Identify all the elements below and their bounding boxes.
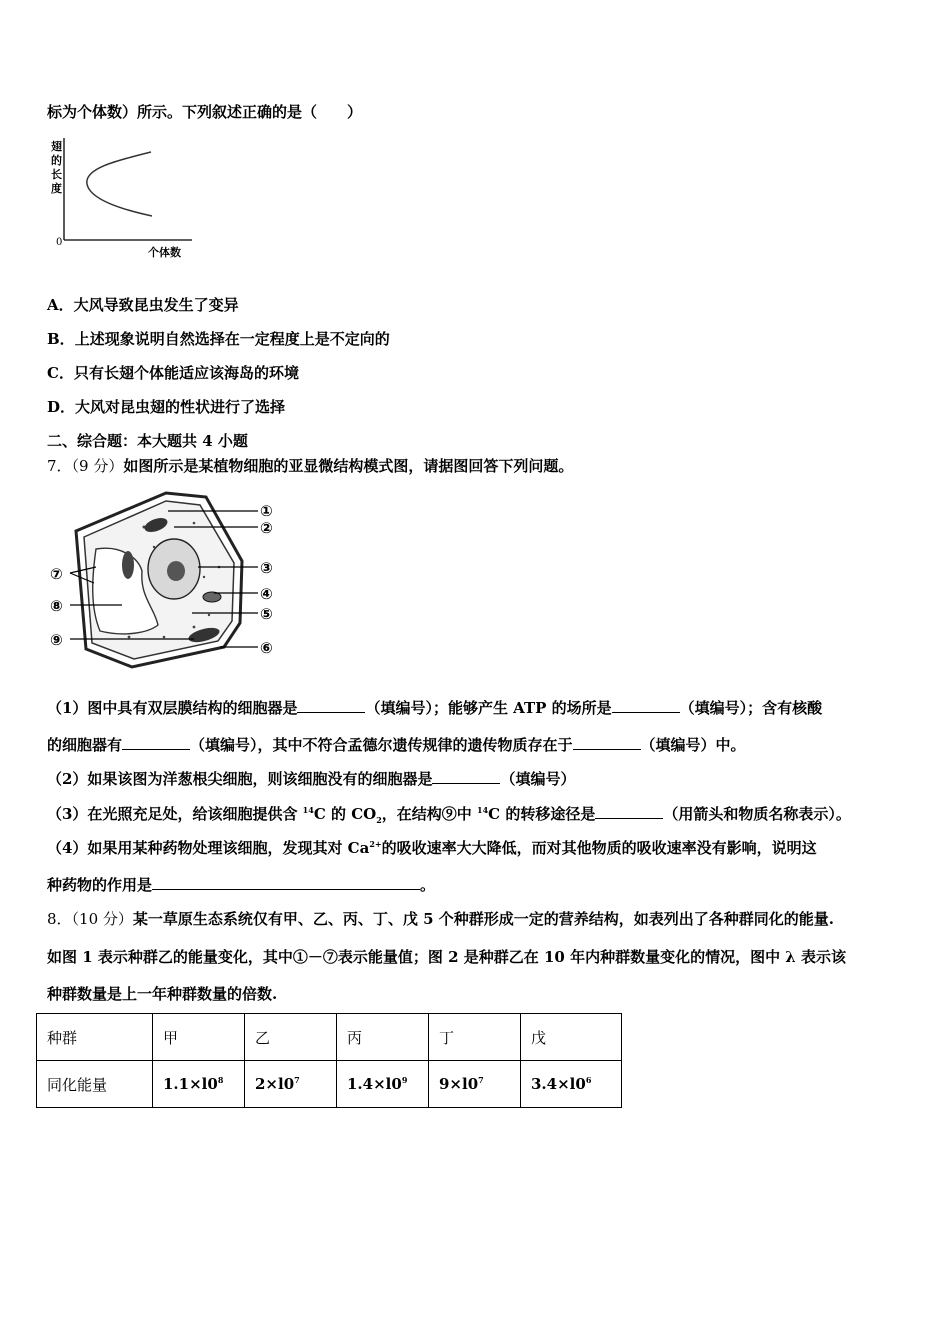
option-letter: A． [47,296,74,314]
question-text: 某一草原生态系统仅有甲、乙、丙、丁、戊 5 个种群形成一定的营养结构，如表列出了各种群同化的能量. [132,910,835,928]
y-label-char: 度 [51,182,62,195]
option-a [47,294,239,315]
question-8-stem-line1 [47,908,834,929]
label-1: ① [260,502,273,520]
text: 种药物的作用是 [47,876,153,894]
value-cell [521,1061,622,1108]
nucleolus [167,561,185,581]
y-label-char: 长 [51,168,62,181]
answer-blank[interactable] [612,698,680,713]
answer-blank[interactable] [432,769,500,784]
header-cell: 丙 [337,1014,429,1061]
text: 的吸收速率大大降低，而对其他物质的吸收速率没有影响，说明这 [381,839,817,857]
value-exponent: 8 [217,1075,224,1085]
value-exponent: 6 [585,1075,592,1085]
value-exponent: 7 [294,1075,300,1085]
question-7-stem [47,455,573,476]
q7-part1-line1 [47,697,822,718]
q7-part4-line2 [47,874,435,895]
wing-length-graph [44,130,204,264]
y-label-char: 的 [51,154,62,167]
text: （填编号）；能够产生 ATP 的场所是 [365,699,612,717]
value-base: 1.4×l0 [347,1075,402,1093]
q7-part2 [47,768,575,789]
q7-part4-line1 [47,837,817,858]
text: 。 [420,876,436,894]
value-cell [245,1061,337,1108]
x-axis-label: 个体数 [148,246,181,259]
option-d [47,396,285,417]
header-cell: 甲 [153,1014,245,1061]
text: （填编号） [500,770,576,788]
option-letter: D． [47,398,76,416]
text: C 的 CO [313,805,377,823]
question-number: 8．（10 分） [47,910,133,928]
table-header-row [37,1014,622,1061]
question-number: 7．（9 分） [47,457,124,475]
label-3: ③ [260,559,273,577]
text: （填编号）；含有核酸 [679,699,823,717]
header-cell: 丁 [429,1014,521,1061]
text: 的细胞器有 [47,736,123,754]
value-cell [429,1061,521,1108]
text: （3）在光照充足处，给该细胞提供含 [47,805,303,823]
option-c [47,362,299,383]
label-9: ⑨ [50,631,63,649]
option-text: 大风对昆虫翅的性状进行了选择 [75,398,286,416]
value-base: 3.4×l0 [531,1075,586,1093]
label-5: ⑤ [260,605,273,623]
plant-cell-diagram [44,487,294,676]
answer-blank[interactable] [595,804,663,819]
q7-part1-line2 [47,734,746,755]
text: ，在结构⑨中 [381,805,478,823]
text: （用箭头和物质名称表示）。 [663,805,851,823]
answer-blank[interactable] [122,735,190,750]
subscript: 2 [376,815,382,825]
header-cell: 乙 [245,1014,337,1061]
plant-cell-svg [44,487,294,672]
value-exponent: 9 [401,1075,408,1085]
distribution-curve [87,152,152,216]
option-letter: C． [47,364,74,382]
text: （1）图中具有双层膜结构的细胞器是 [47,699,298,717]
label-6: ⑥ [260,639,273,657]
label-7: ⑦ [50,565,63,583]
value-cell [337,1061,429,1108]
option-text: 大风导致昆虫发生了变异 [73,296,239,314]
wing-length-graph-svg [44,130,204,260]
table-row [37,1061,622,1108]
value-cell [153,1061,245,1108]
value-exponent: 7 [478,1075,484,1085]
value-base: 2×l0 [255,1075,295,1093]
chloroplast [122,551,134,579]
answer-blank[interactable] [297,698,365,713]
label-2: ② [260,519,273,537]
text: C 的转移途径是 [488,805,596,823]
answer-blank[interactable] [573,735,641,750]
superscript: 14 [302,805,314,815]
label-8: ⑧ [50,597,63,615]
option-letter: B． [47,330,75,348]
label-4: ④ [260,585,273,603]
energy-table [36,1013,622,1108]
text: （填编号）中。 [640,736,746,754]
question-8-stem-line3: 种群数量是上一年种群数量的倍数. [47,985,278,1003]
question-6-stem-tail: 标为个体数）所示。下列叙述正确的是（ ） [47,103,363,121]
q7-part3 [47,803,851,824]
question-text: 如图所示是某植物细胞的亚显微结构模式图，请据图回答下列问题。 [123,457,574,475]
option-text: 只有长翅个体能适应该海岛的环境 [73,364,299,382]
section-heading: 二、综合题：本大题共 4 小题 [47,432,248,450]
superscript: 14 [477,805,489,815]
y-label-char: 翅 [51,140,62,153]
option-b [47,328,390,349]
text: （填编号），其中不符合孟德尔遗传规律的遗传物质存在于 [190,736,573,754]
header-cell: 种群 [37,1014,153,1061]
superscript: 2+ [369,839,382,849]
value-base: 9×l0 [439,1075,479,1093]
text: （2）如果该图为洋葱根尖细胞，则该细胞没有的细胞器是 [47,770,433,788]
origin-label: 0 [56,237,63,248]
question-8-stem-line2: 如图 1 表示种群乙的能量变化，其中①－⑦表示能量值；图 2 是种群乙在 10 年内种群数量变化的情况，图中 λ 表示该 [47,948,847,966]
header-cell: 戊 [521,1014,622,1061]
answer-blank[interactable] [152,875,420,890]
text: （4）如果用某种药物处理该细胞，发现其对 Ca [47,839,370,857]
value-base: 1.1×l0 [163,1075,218,1093]
option-text: 上述现象说明自然选择在一定程度上是不定向的 [74,330,390,348]
row-label: 同化能量 [37,1061,153,1108]
